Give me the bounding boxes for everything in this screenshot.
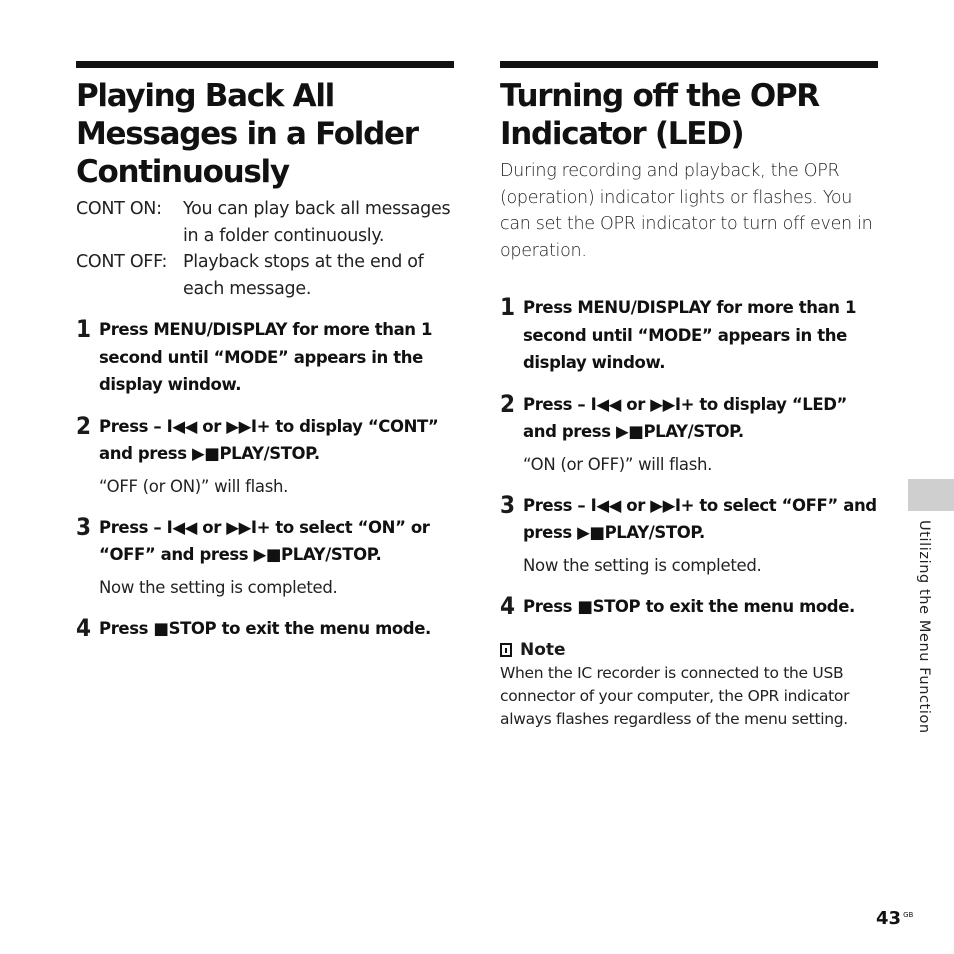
step-note: Now the setting is completed. <box>99 577 338 597</box>
page-number-value: 43 <box>876 908 902 929</box>
definition-item <box>76 249 454 302</box>
left-column <box>76 61 454 642</box>
page-number-suffix: GB <box>903 911 914 919</box>
step-note: “OFF (or ON)” will flash. <box>99 476 289 496</box>
note-icon <box>500 643 512 657</box>
step-item <box>76 316 454 399</box>
step-number: 2 <box>500 389 516 418</box>
step-item <box>500 294 878 377</box>
page-number <box>876 908 913 929</box>
section-rule <box>76 61 454 68</box>
step-note: Now the setting is completed. <box>523 555 762 575</box>
step-number: 1 <box>76 315 92 343</box>
step-number: 4 <box>76 613 92 642</box>
section-title: Playing Back All Messages in a Folder Continuously <box>76 78 418 190</box>
step-text: Press – I◀◀ or ▶▶I+ to display “LED” and press ▶■PLAY/STOP. <box>523 394 847 441</box>
step-text: Press ■STOP to exit the menu mode. <box>99 618 431 638</box>
step-number: 4 <box>500 591 516 620</box>
step-item <box>500 492 878 579</box>
definition-term: CONT OFF: <box>76 252 168 272</box>
step-text: Press MENU/DISPLAY for more than 1 second until “MODE” appears in the display window. <box>523 298 857 372</box>
step-item <box>76 514 454 601</box>
step-text: Press – I◀◀ or ▶▶I+ to select “OFF” and press ▶■PLAY/STOP. <box>523 495 877 542</box>
step-number: 3 <box>76 512 92 541</box>
step-text: Press – I◀◀ or ▶▶I+ to display “CONT” and press ▶■PLAY/STOP. <box>99 416 439 463</box>
step-note: “ON (or OFF)” will flash. <box>523 454 713 474</box>
definition-item <box>76 196 454 249</box>
step-item <box>500 391 878 478</box>
step-number: 1 <box>500 293 516 321</box>
definition-desc: You can play back all messages in a folder continuously. <box>183 199 451 246</box>
side-section-label: Utilizing the Menu Function <box>916 520 932 734</box>
right-column <box>500 61 878 731</box>
note-heading-label: Note <box>520 640 566 660</box>
note-text: When the IC recorder is connected to the USB connector of your computer, the OPR indicator always flashes regardless of the menu setting. <box>500 664 850 728</box>
step-item <box>76 413 454 500</box>
note-heading <box>500 640 878 660</box>
definition-desc: Playback stops at the end of each message. <box>183 252 424 299</box>
section-title: Turning off the OPR Indicator (LED) <box>500 78 819 152</box>
step-text: Press – I◀◀ or ▶▶I+ to select “ON” or “OFF” and press ▶■PLAY/STOP. <box>99 517 430 564</box>
step-text: Press MENU/DISPLAY for more than 1 second until “MODE” appears in the display window. <box>99 320 433 394</box>
definition-term: CONT ON: <box>76 199 162 219</box>
step-item <box>500 593 878 621</box>
section-rule <box>500 61 878 68</box>
step-number: 2 <box>76 411 92 440</box>
step-number: 3 <box>500 490 516 519</box>
step-text: Press ■STOP to exit the menu mode. <box>523 596 855 616</box>
section-tab-marker <box>908 479 954 511</box>
intro-paragraph: During recording and playback, the OPR (operation) indicator lights or flashes. You can set the OPR indicator to turn off even in operation. <box>500 161 873 261</box>
step-item <box>76 615 454 643</box>
